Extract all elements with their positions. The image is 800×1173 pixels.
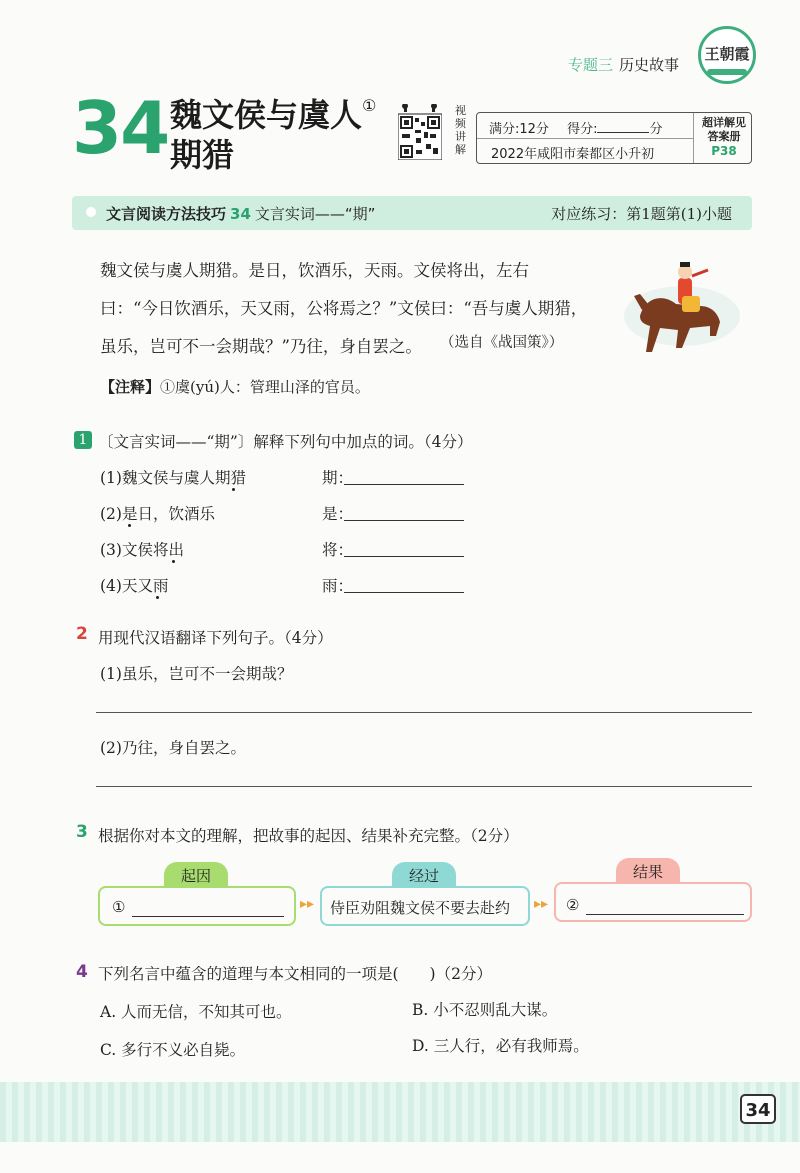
exam-source: 2022年咸阳市秦都区小升初 bbox=[491, 147, 655, 162]
question-number: 2 bbox=[76, 624, 88, 644]
full-score: 满分:12分 bbox=[489, 122, 549, 137]
q2-item: (1)虽乐，岂可不一会期哉？ bbox=[100, 665, 293, 683]
score-row bbox=[489, 118, 662, 137]
bullet-icon bbox=[86, 207, 96, 217]
question-number: 1 bbox=[74, 431, 92, 449]
option-a[interactable]: A. 人而无信，不知其可也。 bbox=[100, 1003, 292, 1021]
topic-title: 历史故事 bbox=[619, 56, 680, 74]
answer-blank[interactable] bbox=[344, 592, 464, 593]
answer-blank[interactable] bbox=[132, 898, 284, 917]
note-text: ①虞(yú)人：管理山泽的官员。 bbox=[160, 378, 370, 396]
tag-result: 结果 bbox=[616, 858, 680, 884]
passage-source: （选自《战国策》） bbox=[440, 335, 564, 351]
answer-page: P38 bbox=[711, 144, 737, 158]
q1-item-word: 雨： bbox=[322, 577, 354, 595]
score-box bbox=[476, 112, 752, 164]
divider bbox=[477, 138, 693, 139]
method-banner bbox=[72, 196, 752, 230]
score-label: 得分: bbox=[567, 122, 598, 137]
q1-item-sentence: (4)天又雨 bbox=[100, 577, 169, 595]
qr-label: 视频讲解 bbox=[455, 104, 466, 156]
answer-line[interactable] bbox=[96, 712, 752, 713]
arrow-right-icon: ▸▸ bbox=[534, 896, 549, 912]
note-label: 【注释】 bbox=[100, 378, 161, 396]
answer-blank[interactable] bbox=[344, 484, 464, 485]
brand-logo bbox=[698, 26, 756, 84]
score-unit: 分 bbox=[649, 122, 663, 137]
question-prompt: 下列名言中蕴含的道理与本文相同的一项是( )（2分） bbox=[98, 965, 492, 983]
passage-line: 曰：“今日饮酒乐，天又雨，公将焉之？”文侯曰：“吾与虞人期猎， bbox=[100, 299, 588, 318]
arrow-right-icon: ▸▸ bbox=[300, 896, 315, 912]
answer-blank[interactable] bbox=[344, 556, 464, 557]
process-text: 侍臣劝阻魏文侯不要去赴约 bbox=[330, 899, 511, 917]
emphasis-dot bbox=[232, 488, 235, 491]
question-prompt: 〔文言实词——“期”〕解释下列句中加点的词。（4分） bbox=[98, 433, 473, 451]
q1-item-sentence: (3)文侯将出 bbox=[100, 541, 184, 559]
cause-box bbox=[98, 886, 296, 926]
lesson-title-line1: 魏文侯与虞人① bbox=[170, 96, 377, 134]
tag-cause: 起因 bbox=[164, 862, 228, 888]
answer-blank[interactable] bbox=[344, 520, 464, 521]
answer-reference: 超详解见 答案册 P38 bbox=[697, 116, 751, 158]
blank-marker: ① bbox=[112, 898, 126, 916]
question-prompt: 用现代汉语翻译下列句子。（4分） bbox=[98, 629, 333, 647]
qr-code-icon[interactable] bbox=[398, 104, 442, 160]
banner-label: 文言阅读方法技巧 bbox=[106, 205, 227, 223]
question-number: 3 bbox=[76, 822, 88, 842]
footer-band bbox=[0, 1082, 800, 1142]
logo-text: 王朝霞 bbox=[704, 45, 750, 63]
footnote-mark: ① bbox=[362, 96, 377, 115]
lesson-number: 34 bbox=[72, 86, 169, 170]
logo-ribbon bbox=[707, 69, 747, 75]
result-box bbox=[554, 882, 752, 922]
answer-line[interactable] bbox=[96, 786, 752, 787]
q1-item-word: 期： bbox=[322, 469, 354, 487]
banner-practice: 对应练习：第1题第(1)小题 bbox=[551, 205, 732, 223]
annotation bbox=[100, 376, 370, 397]
q1-item-sentence: (2)是日，饮酒乐 bbox=[100, 505, 215, 523]
banner-topic: 文言实词——“期” bbox=[254, 205, 376, 223]
topic-header bbox=[568, 54, 679, 75]
question-number: 4 bbox=[76, 962, 88, 982]
option-c[interactable]: C. 多行不义必自毙。 bbox=[100, 1041, 246, 1059]
q1-item-word: 将： bbox=[322, 541, 354, 559]
process-box bbox=[320, 886, 530, 926]
passage-line: 虽乐，岂可不一会期哉？”乃往，身自罢之。 bbox=[100, 337, 422, 356]
lesson-title-line2: 期猎 bbox=[170, 136, 235, 174]
emphasis-dot bbox=[172, 560, 175, 563]
banner-number: 34 bbox=[230, 205, 251, 223]
option-d[interactable]: D. 三人行，必有我师焉。 bbox=[412, 1037, 589, 1055]
answer-blank[interactable] bbox=[586, 896, 744, 915]
option-b[interactable]: B. 小不忍则乱大谋。 bbox=[412, 1001, 558, 1019]
horse-rider-illustration bbox=[620, 256, 744, 376]
q1-item-sentence: (1)魏文侯与虞人期猎 bbox=[100, 469, 246, 487]
passage-line: 魏文侯与虞人期猎。是日，饮酒乐，天雨。文侯将出，左右 bbox=[100, 261, 529, 280]
q2-item: (2)乃往，身自罢之。 bbox=[100, 739, 246, 757]
q1-item-word: 是： bbox=[322, 505, 354, 523]
tag-process: 经过 bbox=[392, 862, 456, 888]
page-number: 34 bbox=[740, 1094, 776, 1124]
topic-label: 专题三 bbox=[568, 56, 614, 74]
blank-marker: ② bbox=[566, 896, 580, 914]
divider bbox=[693, 113, 694, 163]
emphasis-dot bbox=[128, 524, 131, 527]
emphasis-dot bbox=[156, 596, 159, 599]
question-prompt: 根据你对本文的理解，把故事的起因、结果补充完整。（2分） bbox=[98, 827, 519, 845]
score-input[interactable] bbox=[597, 132, 649, 133]
